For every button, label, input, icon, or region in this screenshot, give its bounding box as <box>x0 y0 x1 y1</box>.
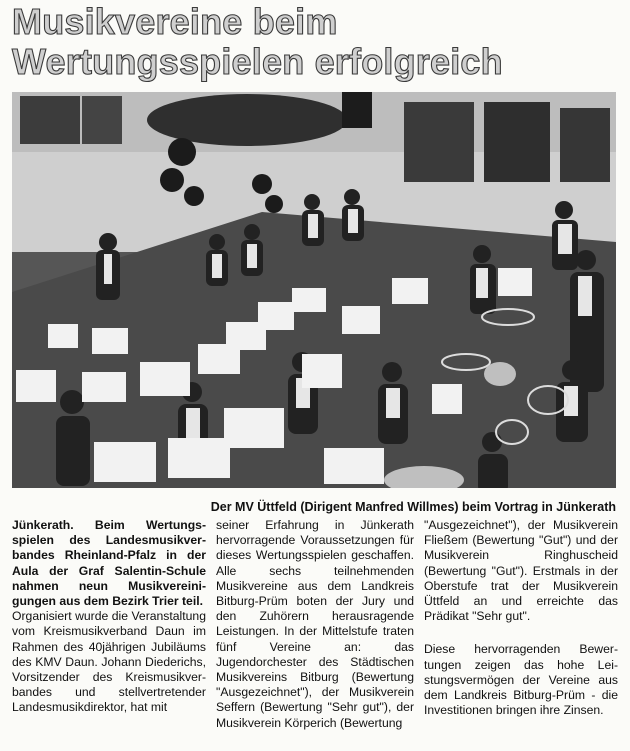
orchestra-photo-illustration <box>12 92 616 488</box>
article-photo <box>12 92 616 488</box>
photo-caption: Der MV Üttfeld (Dirigent Manfred Willmes) beim Vortrag in Jünkerath <box>210 500 616 514</box>
article-column-3 <box>424 518 618 718</box>
closing-paragraph: Diese hervorragenden Bewertungen zeigen das hohe Leistungsvermögen der Vereine aus dem Landkreis Bitburg-Prüm - die Investitionen bringen ihre Zinsen. <box>424 642 618 718</box>
headline-line-1: Musikvereine beim <box>12 1 338 42</box>
lead-paragraph: Jünkerath. Beim Wertungsspielen des Landesmusikverbandes Rheinland-Pfalz in der Aula der Graf Salentin-Schule nahmen neun Musikvereinigungen aus dem Bezirk Trier teil. <box>12 518 206 609</box>
body-paragraph-1: Organisiert wurde die Veranstaltung vom Kreismusikverband Daun im Rahmen des 40jährigen Jubiläums des KMV Daun. Johann Diederichs, Vorsitzender des Kreismusikverbandes und stellvertretender Landesmusikdirektor, hat mit <box>12 609 206 715</box>
headline <box>12 2 618 82</box>
article-column-2 <box>216 518 414 731</box>
headline-line-2: Wertungsspielen erfolgreich <box>12 41 503 82</box>
article-column-1 <box>12 518 206 716</box>
body-paragraph-2: seiner Erfahrung in Jünkerath hervorragende Voraussetzungen für dieses Wertungsspielen geschaffen. Alle sechs teilnehmenden Musikvereine aus dem Landkreis Bitburg-Prüm boten der Jury und den Zuhörern herausragende Leistungen. In der Mittelstufe traten fünf Vereine an: das Jugendorchester des Städtischen Musikvereins Bitburg (Bewertung "Ausgezeichnet"), der Musikverein Seffern (Bewertung "Sehr gut"), der Musikverein Körperich (Bewertung <box>216 518 414 730</box>
body-paragraph-3: "Ausgezeichnet"), der Musikverein Fließem (Bewertung "Gut") und der Musikverein Ringhuscheid (Bewertung "Gut"). Erstmals in der Oberstufe trat der Musikverein Üttfeld an und erreichte das Prädikat "Sehr gut". <box>424 518 618 624</box>
